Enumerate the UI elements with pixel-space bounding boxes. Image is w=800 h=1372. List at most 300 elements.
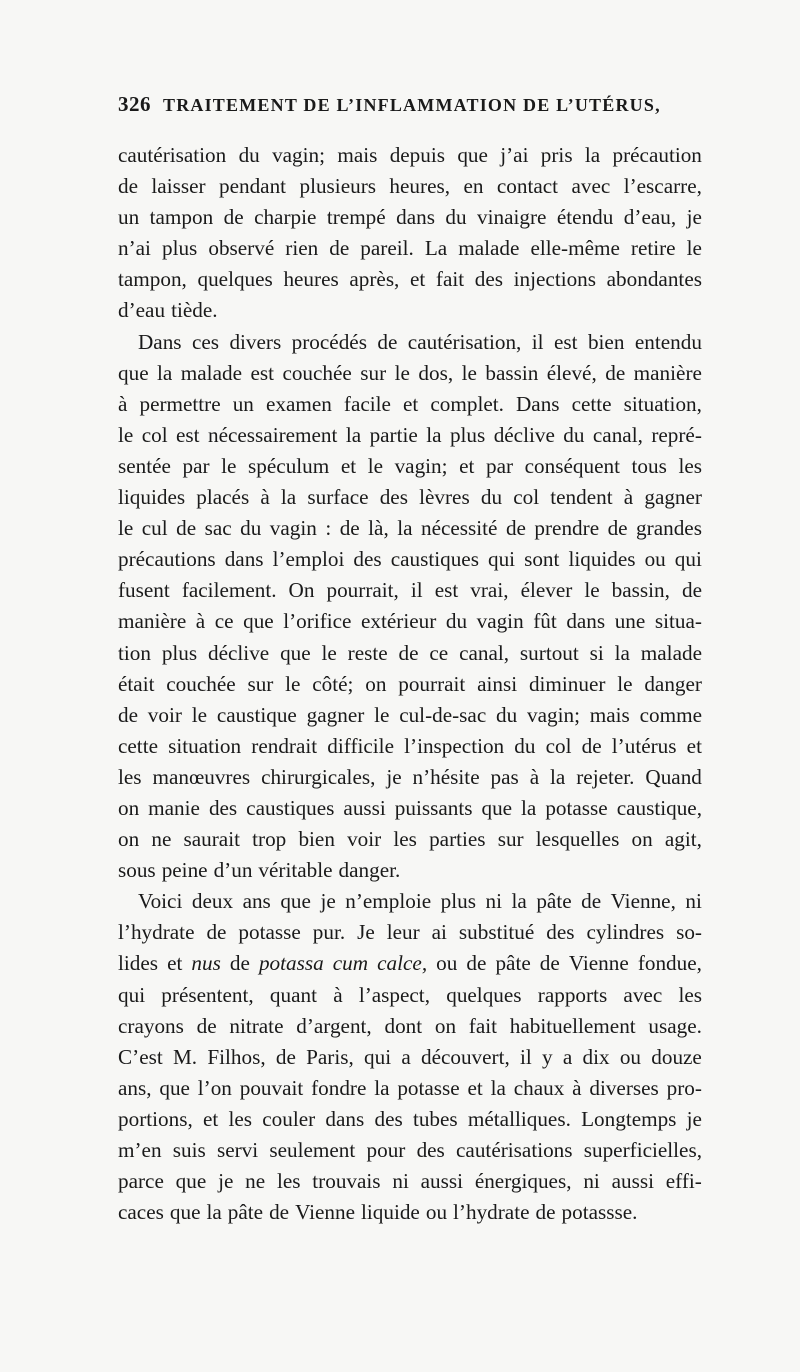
word: d’eau,	[623, 205, 677, 230]
word: placés	[196, 485, 250, 510]
word: fût	[533, 609, 557, 634]
word: le	[461, 360, 477, 385]
word: il	[410, 578, 423, 603]
word: je	[686, 205, 702, 230]
word: de	[605, 360, 626, 385]
word: couchée	[282, 360, 352, 385]
word: du	[445, 609, 468, 634]
word: de	[607, 516, 628, 541]
word: que	[243, 609, 274, 634]
word: dix	[582, 1044, 610, 1069]
word: caustique	[216, 702, 297, 727]
word: n’hésite	[412, 764, 480, 789]
word: vrai,	[470, 578, 509, 603]
text-line	[118, 606, 702, 637]
word: de	[275, 1044, 296, 1069]
word: les	[118, 764, 142, 789]
word: dont	[384, 1013, 423, 1038]
word: de	[681, 578, 702, 603]
word: gagner	[306, 702, 365, 727]
word: la	[157, 360, 173, 385]
word: col	[513, 485, 540, 510]
word: ans,	[118, 1075, 152, 1100]
word: liquides	[118, 485, 186, 510]
word: il	[520, 1044, 532, 1069]
word: on	[118, 795, 140, 820]
text-line	[118, 482, 702, 513]
word: surtout	[519, 640, 579, 665]
word: ni	[485, 889, 502, 914]
word: sont	[524, 547, 560, 572]
word: canal,	[459, 640, 510, 665]
word: sentée	[118, 453, 171, 478]
word: quelques	[197, 267, 273, 292]
word: fait	[468, 1013, 498, 1038]
text-line	[118, 1104, 702, 1135]
word: pro-	[666, 1075, 702, 1100]
word: l’on	[197, 1075, 232, 1100]
text-line	[118, 917, 702, 948]
word: le	[686, 236, 702, 261]
word: le	[221, 453, 237, 478]
word: potassse.	[561, 1200, 638, 1225]
word: la	[206, 1200, 222, 1225]
word: observé	[208, 236, 275, 261]
word: Vienne,	[610, 889, 676, 914]
word: la	[614, 640, 630, 665]
word: ni	[685, 889, 702, 914]
word: tampon	[149, 205, 214, 230]
word: bien	[587, 329, 625, 354]
word: usage.	[648, 1013, 702, 1038]
word: du	[514, 733, 536, 758]
word: manière	[633, 360, 702, 385]
word: de	[377, 329, 398, 354]
word: mais	[337, 143, 378, 167]
word: facilement.	[181, 578, 277, 603]
word: cette	[571, 391, 612, 416]
text-line	[118, 980, 702, 1011]
word: n’emploie	[345, 889, 432, 914]
word: du	[480, 485, 503, 510]
word: rien	[285, 236, 319, 261]
word: de	[269, 1200, 290, 1225]
word: de	[581, 733, 602, 758]
word: dos,	[418, 360, 454, 385]
word: présentent,	[161, 982, 254, 1007]
word: puissants	[394, 795, 473, 820]
word: trouvais	[312, 1169, 381, 1194]
word: quant	[269, 982, 317, 1007]
word: pour	[366, 1138, 406, 1162]
word: de	[206, 920, 227, 945]
word: caustiques	[246, 795, 335, 820]
word: que	[118, 360, 149, 385]
word: tiède.	[171, 298, 218, 323]
word: tendent	[550, 485, 613, 510]
word: un	[232, 391, 254, 416]
word: ai	[431, 920, 447, 945]
word: l’inspection	[404, 733, 505, 758]
word: qui	[364, 1044, 392, 1069]
word: Filhos,	[207, 1044, 266, 1069]
word: tampon,	[118, 267, 187, 292]
word: ou	[436, 951, 458, 976]
text-line	[118, 1197, 702, 1228]
text-line	[118, 824, 702, 855]
word: ou	[425, 1200, 448, 1225]
word: précautions	[118, 547, 216, 572]
text-line	[118, 451, 702, 482]
word: la	[280, 485, 297, 510]
word: le	[118, 516, 134, 541]
text-line	[118, 948, 702, 979]
word: heures,	[389, 174, 451, 199]
text-line	[118, 389, 702, 420]
word: j’ai	[500, 143, 529, 167]
word: pris	[540, 143, 573, 167]
word: on	[365, 671, 387, 696]
word: avec	[623, 982, 663, 1007]
word: Dans	[138, 329, 182, 354]
word: ainsi	[477, 671, 518, 696]
word: charpie	[254, 205, 317, 230]
word: aussi	[611, 1169, 654, 1194]
word: par	[182, 453, 210, 478]
word: examen	[265, 391, 332, 416]
word: procédés	[291, 329, 367, 354]
word: laisser	[151, 174, 206, 199]
word: malade	[180, 360, 242, 385]
word: substitué	[458, 920, 535, 945]
word: pourrait	[398, 671, 466, 696]
word: effi-	[665, 1169, 702, 1194]
word: le	[285, 671, 301, 696]
word: fusent	[118, 578, 170, 603]
word: parties	[429, 827, 486, 852]
word: pendant	[218, 174, 287, 199]
word: sur	[497, 827, 524, 852]
word: sous	[118, 858, 156, 883]
word: qui	[674, 547, 702, 572]
word: déclive	[208, 640, 270, 665]
word: sac	[204, 516, 232, 541]
word: bassin	[485, 360, 539, 385]
word: elle-même	[530, 236, 620, 261]
word: fait	[435, 267, 465, 292]
word: portions,	[118, 1106, 193, 1131]
word: Paris,	[306, 1044, 354, 1069]
text-line	[118, 575, 702, 606]
word: plus	[440, 889, 476, 914]
word: trempé	[326, 205, 386, 230]
word: rendrait	[251, 733, 318, 758]
word: à	[118, 391, 128, 416]
word: caustiques	[390, 547, 479, 572]
word: superficielles,	[583, 1138, 702, 1162]
word: du	[563, 422, 585, 447]
word: qui	[487, 547, 516, 572]
word: à	[572, 1075, 582, 1100]
word: entendu	[634, 329, 702, 354]
word: manière	[118, 609, 187, 634]
word: pourrait,	[326, 578, 399, 603]
word: cautérisation	[118, 143, 227, 167]
word: que	[169, 1200, 201, 1225]
word: de	[118, 174, 138, 199]
word: d’argent,	[296, 1013, 372, 1038]
word: l’escarre,	[623, 174, 702, 199]
word: ce	[429, 640, 449, 665]
word: malade	[458, 236, 520, 261]
word: de	[229, 951, 250, 976]
text-line	[118, 793, 702, 824]
text-line	[118, 762, 702, 793]
word: rejeter.	[576, 764, 635, 789]
word: et	[202, 1106, 219, 1131]
word: côté;	[312, 671, 354, 696]
word: les	[678, 453, 702, 478]
word: caces	[118, 1200, 164, 1225]
word: suis	[172, 1138, 206, 1162]
word: en	[463, 174, 484, 199]
word: La	[424, 236, 448, 261]
word: pareil.	[360, 236, 414, 261]
word: est	[553, 329, 578, 354]
word: Voici	[138, 889, 183, 914]
text-line	[118, 700, 702, 731]
word: n’ai	[118, 236, 151, 261]
word: vagin;	[272, 143, 326, 167]
word: On	[288, 578, 315, 603]
word: métalliques.	[467, 1106, 571, 1131]
word: douze	[651, 1044, 702, 1069]
word: comme	[639, 702, 702, 727]
word: la	[345, 422, 362, 447]
word: lides	[118, 951, 159, 976]
word: on	[118, 827, 140, 852]
word: cylindres	[586, 920, 665, 945]
word: et	[340, 453, 357, 478]
word: le	[321, 640, 337, 665]
word: de	[398, 640, 419, 665]
word: la	[490, 1075, 506, 1100]
word: diminuer	[528, 671, 606, 696]
word: de	[539, 951, 560, 976]
text-line	[118, 295, 702, 326]
word: ou	[619, 1044, 642, 1069]
word: Longtemps	[581, 1106, 677, 1131]
word: grandes	[636, 516, 702, 541]
word: complet.	[430, 391, 504, 416]
text-line	[118, 638, 702, 669]
word: potasse	[397, 1075, 460, 1100]
word: ce	[214, 609, 234, 634]
word: nécessité	[420, 516, 498, 541]
text-line	[118, 171, 702, 202]
word: le	[374, 702, 390, 727]
word: l’hydrate	[453, 1200, 530, 1225]
word: aussi	[343, 795, 386, 820]
word: permettre	[139, 391, 221, 416]
word: reste	[347, 640, 388, 665]
word: diverses	[589, 1075, 659, 1100]
word: précaution	[612, 143, 702, 167]
word: à	[195, 609, 206, 634]
word: la	[397, 516, 413, 541]
word: couler	[262, 1106, 316, 1131]
word: après,	[349, 267, 400, 292]
word: deux	[191, 889, 234, 914]
word: cautérisation,	[407, 329, 522, 354]
word: bien	[298, 827, 335, 852]
word: spéculum	[248, 453, 330, 478]
word: de	[581, 889, 602, 914]
word: l’aspect,	[358, 982, 430, 1007]
word: plus	[449, 422, 486, 447]
word: nécessairement	[208, 422, 338, 447]
word: canal,	[592, 422, 643, 447]
word: et	[459, 453, 475, 478]
word: de	[329, 236, 350, 261]
word: plusieurs	[299, 174, 376, 199]
word: est	[250, 360, 274, 385]
word: de	[176, 516, 197, 541]
text-line	[118, 1166, 702, 1197]
word: pâte	[227, 1200, 264, 1225]
word: que	[481, 795, 513, 820]
word: lesquelles	[535, 827, 620, 852]
word: aussi	[420, 1169, 464, 1194]
word: C’est	[118, 1044, 163, 1069]
word: avec	[571, 174, 611, 199]
word: col	[545, 733, 572, 758]
word: partie	[369, 422, 418, 447]
word: qui	[118, 982, 146, 1007]
word: élever	[520, 578, 573, 603]
word: si	[589, 640, 604, 665]
word: je	[686, 1106, 702, 1131]
word: est	[176, 422, 200, 447]
word: le	[118, 422, 134, 447]
text-line	[118, 886, 702, 917]
word: tous	[631, 453, 667, 478]
word: potasse	[545, 795, 608, 820]
word: dans	[224, 547, 264, 572]
word: du	[240, 516, 262, 541]
word: seulement	[269, 1138, 356, 1162]
word: que	[457, 143, 488, 167]
text-line	[118, 544, 702, 575]
word: leur	[386, 920, 420, 945]
text-line	[118, 1042, 702, 1073]
word: vagin;	[394, 453, 448, 478]
word: couchée	[166, 671, 236, 696]
word: cum	[332, 951, 369, 976]
word: de	[196, 1013, 217, 1038]
word: difficile	[327, 733, 394, 758]
word: la	[550, 764, 566, 789]
word: plus	[161, 640, 198, 665]
word: les	[678, 982, 702, 1007]
word: dans	[396, 205, 435, 230]
word: du	[496, 702, 518, 727]
word: nus	[191, 951, 221, 976]
word: malade	[640, 640, 702, 665]
text-line	[118, 1011, 702, 1042]
word: Dans	[515, 391, 560, 416]
word: des	[374, 1106, 403, 1131]
word: prendre	[534, 516, 600, 541]
word: il	[531, 329, 544, 354]
word: pouvait	[239, 1075, 304, 1100]
word: sur	[360, 360, 387, 385]
word: à	[529, 764, 540, 789]
text-line	[118, 420, 702, 451]
text-line	[118, 202, 702, 233]
word: vagin;	[527, 702, 580, 727]
word: potasse	[238, 920, 301, 945]
word: caustique,	[616, 795, 702, 820]
word: à	[333, 982, 343, 1007]
word: le	[191, 702, 208, 727]
word: :	[325, 516, 332, 541]
word: la	[426, 422, 442, 447]
word: fondue,	[637, 951, 702, 976]
word: rapports	[537, 982, 608, 1007]
word: à	[260, 485, 270, 510]
word: du	[445, 205, 467, 230]
word: vinaigre	[477, 205, 547, 230]
text-line	[118, 513, 702, 544]
word: potassa	[258, 951, 324, 976]
word: les	[228, 1106, 253, 1131]
page-number: 326	[118, 92, 151, 116]
word: cette	[118, 733, 158, 758]
word: de	[339, 516, 360, 541]
word: ans	[242, 889, 271, 914]
word: divers	[229, 329, 282, 354]
word: l’hydrate	[118, 920, 195, 945]
word: des	[546, 920, 575, 945]
word: des	[474, 267, 504, 292]
word: de	[466, 951, 487, 976]
word: a	[401, 1044, 411, 1069]
word: crayons	[118, 1013, 184, 1038]
word: Vienne	[568, 951, 629, 976]
word: le	[367, 453, 383, 478]
word: et	[403, 391, 419, 416]
word: contact	[496, 174, 559, 199]
word: de	[505, 516, 526, 541]
body-text	[118, 140, 702, 1228]
word: danger	[644, 671, 702, 696]
word: ou	[644, 547, 666, 572]
word: je	[218, 1169, 234, 1194]
word: l’orifice	[283, 609, 352, 634]
word: pâte	[536, 889, 572, 914]
word: nitrate	[229, 1013, 284, 1038]
word: on	[434, 1013, 457, 1038]
word: sur	[247, 671, 274, 696]
word: dans	[325, 1106, 365, 1131]
word: manie	[148, 795, 200, 820]
word: gagner	[644, 485, 702, 510]
word: situation	[168, 733, 242, 758]
word: retire	[630, 236, 676, 261]
word: découvert,	[420, 1044, 510, 1069]
word: quelques	[446, 982, 522, 1007]
